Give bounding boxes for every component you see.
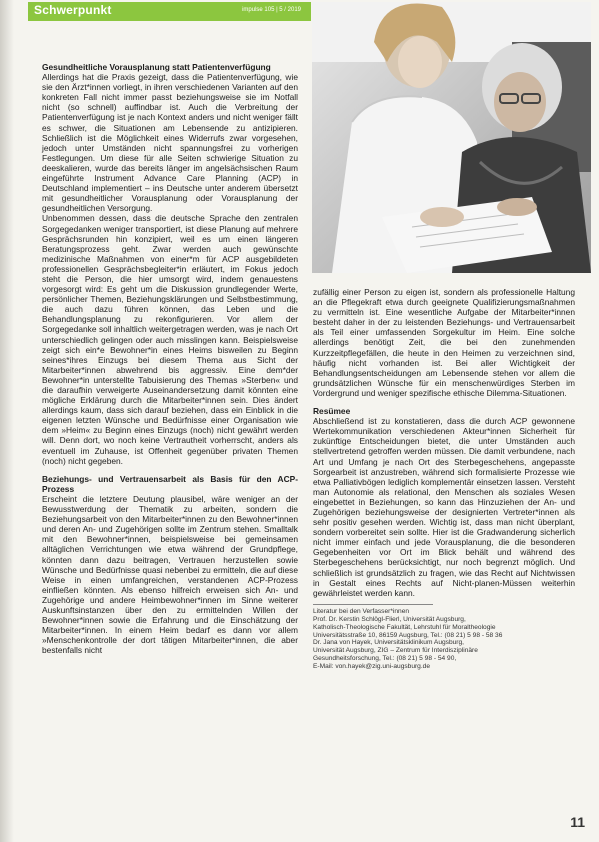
paragraph-4: zufällig einer Person zu eigen ist, sondern als professionelle Haltung an die Pflegekraft etwa durch geeignete Qualifizierungsmaßnahmen zu vermitteln ist. Eine wesentliche Aufgabe der Mitarbeiter*innen besteht daher in der zu leistenden Beziehungs- und Vertrauensarbeit als Teil einer umfassenden Sorgekultur im Heim. Eine solche allerdings benötigt Zeit, die bei den zunehmenden Kurzzeitpflegefällen, die heute in den Heimen zu verzeichnen sind, häufig nicht vorhanden ist. Bei aller Wichtigkeit der Behandlungsentscheidungen am Lebensende stehen vor allem die grundsätzlichen Wünsche für ein menschenwürdiges Sterben im Vordergrund und weniger spezifische ethische Dilemma-Situationen. bbox=[313, 287, 575, 398]
photo-caregiver-with-elderly-woman bbox=[312, 2, 591, 273]
issue-label: impulse 105 | 5 / 2019 bbox=[242, 7, 301, 13]
note-line: Dr. Jana von Hayek, Universitätsklinikum Augsburg, bbox=[313, 639, 464, 647]
note-line: Universitätsstraße 10, 86159 Augsburg, Tel.: (08 21) 5 98 - 58 36 bbox=[313, 631, 503, 639]
paragraph-5: Abschließend ist zu konstatieren, dass die durch ACP gewonnene Wertekommunikation verschiedenen Akteur*innen Sicherheit für zukünftige Entscheidungen bietet, die unter Umständen auch stellvertretend getroffen werden müssen. Die damit verbundene, nach Art und Umfang je nach Ort des Sterbegeschehens, angepasste Sorgearbeit ist anzustreben, während sich formalisierte Prozesse wie etwa Palliativbögen lediglich komplementär einsetzen lassen. Versteht man Autonomie als relational, den Menschen als soziales Wesen eingebettet in Beziehungen, so kann das Hinzuziehen der An- und Zugehörigen beziehungsweise der designierten Vertreter*innen als sehr positiv gesehen werden. Wichtig ist, dass man nicht überplant, sondern vorbereitet sein sollte. Hier ist die Gradwanderung sicherlich nicht immer einfach und jede Vorausplanung, die die besonderen Gegebenheiten vor Ort im Blick behält und während des Sterbegeschehens berücksichtigt, nur noch begrenzt möglich. Und schließlich ist grundsätzlich zu fragen, wie das Recht auf Nichtwissen in Gestalt eines Rechts auf Nicht-planen-Müssen weiterhin gewährleistet werden kann. bbox=[313, 416, 575, 598]
authors-note bbox=[313, 604, 575, 671]
email-link[interactable]: E-Mail: von.hayek@zig.uni-augsburg.de bbox=[313, 663, 431, 671]
article-column-left bbox=[42, 62, 298, 655]
paragraph-2: Unbenommen dessen, dass die deutsche Sprache den zentralen Sorgegedanken weniger transportiert, ist diese Planung auf mehrere Gesprächsrunden hin konzipiert, weil es um einen längeren Beratungsprozess geht. Zwar werden auch gewünschte medizinische Maßnahmen von einer*m für ACP ausgebildeten professionellen Gesprächsbegleiter*in erläutert, im Fokus jedoch steht die Person, die hier umsorgt wird, indem genauestens vorgesorgt wird: Es geht um die Diskussion grundlegender Werte, persönlicher Themen, Beziehungsklärungen und Selbstbestimmung, die auch dazu führen können, das Leben und die Behandlungsplanung zu rekonfigurieren. Vor allem der Sorgegedanke soll inhaltlich weitergetragen werden, was je nach Ort unterschiedlich gelingen oder auch misslingen kann. Beispielsweise zeigt sich ein*e Bewohner*in eines Heims bisweilen zu Beginn seines*ihres Einzugs bei diesem Thema aus Sicht der Mitarbeiter*innen abwehrend bis aggressiv. Eine dem*der Bewohner*in unterstellte Tabuisierung des Themas »Sterben« und die daraufhin verweigerte Auseinandersetzung damit könnten eine mögliche Erklärung durch die Mitarbeiter*innen sein. Dies ändert allerdings kaum, dass sich darauf beziehen, dass ein Einblick in die eigenen letzten Wünsche und Bedürfnisse einer Organisation wie dem »Heim« zu Beginn eines Einzugs (noch) nicht gewährt werden will. Denn dort, wo noch keine Vertrautheit vorherrscht, anders als eventuell im Zuhause, ist Offenheit gegenüber privaten Themen (noch) nicht gegeben. bbox=[42, 213, 298, 466]
article-column-right bbox=[313, 287, 575, 671]
article-photo bbox=[312, 2, 591, 273]
page-gutter-shadow bbox=[0, 0, 14, 842]
page-number: 11 bbox=[570, 814, 585, 830]
heading-planning: Gesundheitliche Vorausplanung statt Patientenverfügung bbox=[42, 62, 271, 72]
heading-relationship: Beziehungs- und Vertrauensarbeit als Basis für den ACP-Prozess bbox=[42, 473, 298, 494]
heading-summary: Resümee bbox=[313, 406, 351, 417]
note-line: Universität Augsburg, ZIG – Zentrum für Interdisziplinäre bbox=[313, 647, 478, 655]
note-divider bbox=[313, 604, 433, 605]
note-line: Gesundheitsforschung, Tel.: (08 21) 5 98 - 54 90, bbox=[313, 655, 457, 663]
note-line: Literatur bei den Verfasser*innen bbox=[313, 607, 410, 615]
section-header-bar bbox=[28, 2, 311, 21]
note-line: Prof. Dr. Kerstin Schlögl-Flierl, Universität Augsburg, bbox=[313, 615, 466, 623]
note-line: Katholisch-Theologische Fakultät, Lehrstuhl für Moraltheologie bbox=[313, 623, 496, 631]
section-label: Schwerpunkt bbox=[34, 3, 112, 17]
paragraph-3: Erscheint die letztere Deutung plausibel, wäre weniger an der Bewusstwerdung der Thematik zu arbeiten, sondern die Beziehungsarbeit von den Mitarbeiter*innen zu den Bewohner*innen und deren An- und Zugehörigen sollte im Zentrum stehen. Smalltalk mit den Bewohner*innen, beispielsweise bei gemeinsamen alltäglichen Verrichtungen wie etwa während der Grundpflege, könnten dann dazu beitragen, Vertrauen herzustellen sowie Wünsche und Bedürfnisse quasi nebenbei zu ermitteln, die auf diese Weise in einen umfangreichen, verstandenen ACP-Prozess einfließen könnten. Als ebenso hilfreich erweisen sich An- und Zugehörige und andere Heimbewohner*innen im Sinne weiterer Auskunftsinstanzen über den zu ermittelnden Willen der Bewohner*innen sowie die Erfahrung und die Einschätzung der Mitarbeiter*innen. In einem Heim bedarf es dann vor allem »Menschenkontrolle der dort tätigen Mitarbeiter*innen, die aber bestenfalls nicht bbox=[42, 493, 298, 656]
paragraph-1: Allerdings hat die Praxis gezeigt, dass die Patientenverfügung, wie sie den Ärzt*innen vorliegt, in ihren verschiedenen Varianten auf den konkreten Fall nicht immer passt beziehungsweise sie im Notfall nicht (so schnell) auffindbar ist. Auch die Verbreitung der Patientenverfügung ist je nach Kontext anders und nicht weniger fällt es schwer, die Situationen am Lebensende zu antizipieren. Schließlich ist die Möglichkeit eines Widerrufs zwar vorgesehen, jedoch unter Umständen nicht spannungsfrei zu vorherigen Festlegungen. Um diese für alle Seiten schwierige Situation zu deeskalieren, wurde das bereits länger im angelsächsischen Raum eingeführte Instrument Advance Care Planning (ACP) in Deutschland implementiert – ins Deutsche unter anderem übersetzt mit gesundheitlicher Vorausplanung oder Vorausplanung der gesundheitlichen Versorgung. bbox=[42, 72, 298, 214]
